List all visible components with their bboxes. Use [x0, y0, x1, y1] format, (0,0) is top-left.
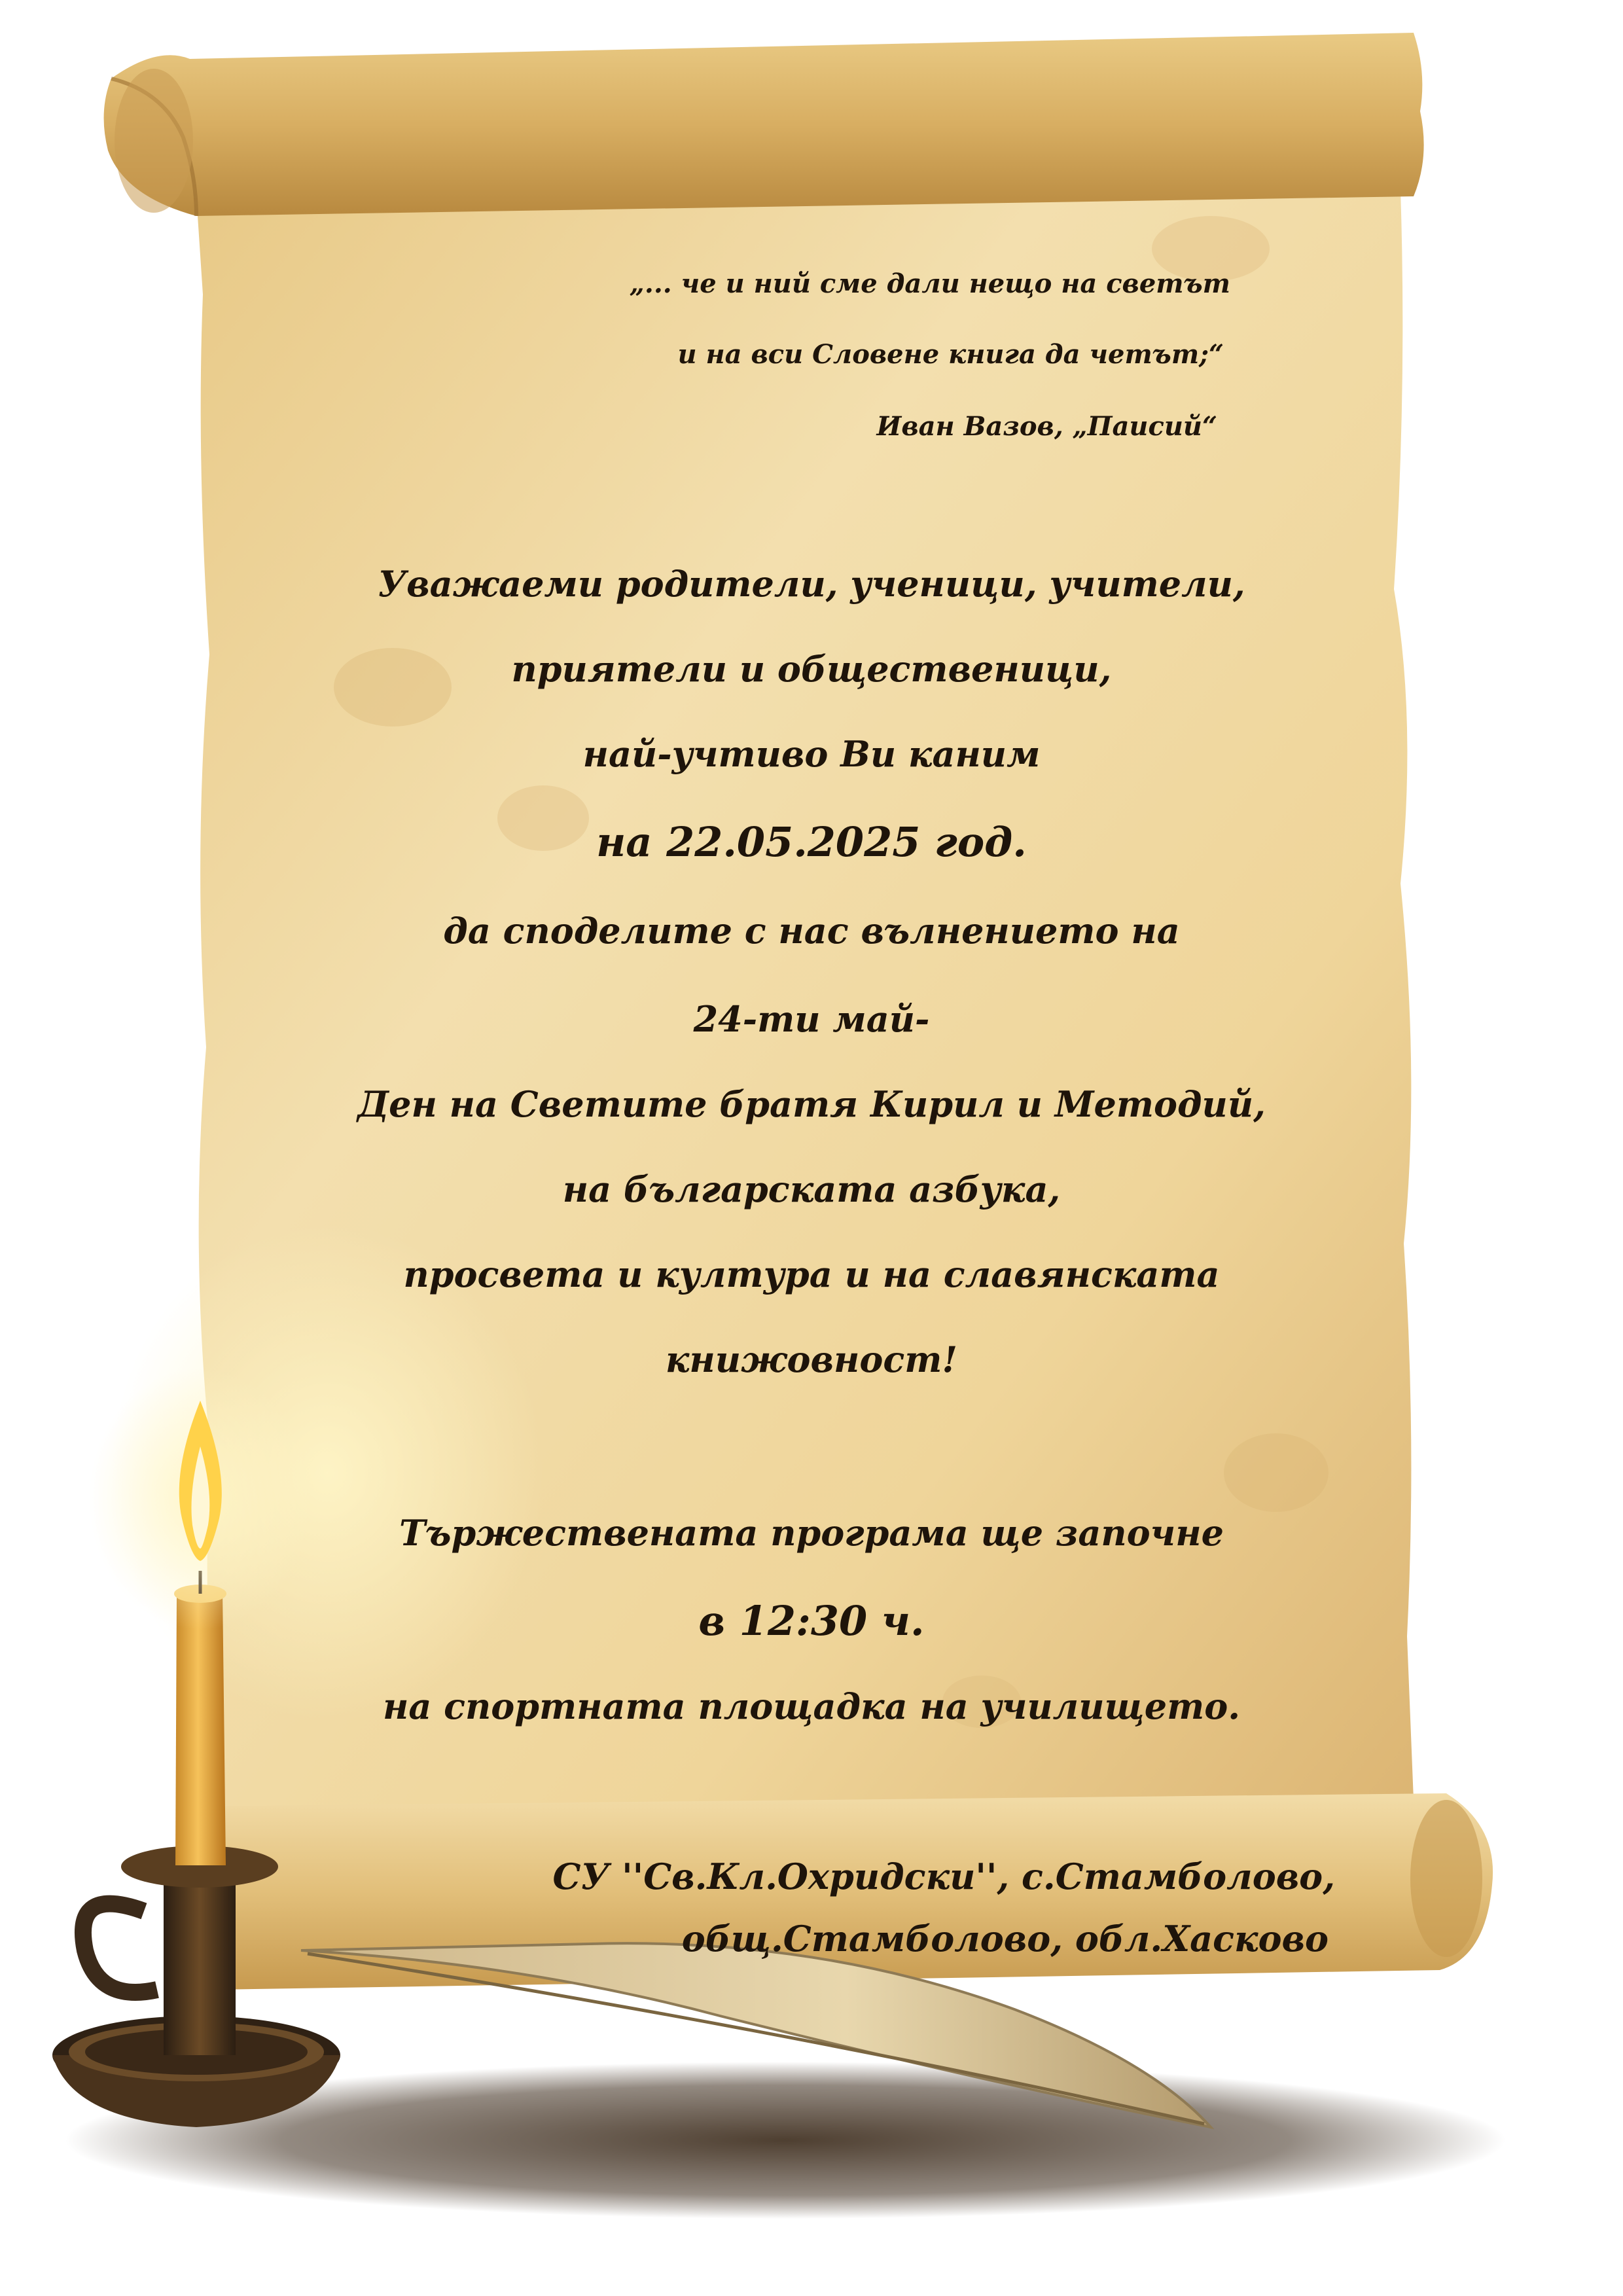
- holiday-day: 24-ти май-: [693, 998, 930, 1040]
- epigraph-line-1: „... че и ний сме дали нещо на светът: [629, 268, 1230, 299]
- share-line: да споделите с нас вълнението на: [443, 910, 1180, 952]
- epigraph-attribution: Иван Вазов, „Паисий“: [876, 411, 1217, 442]
- school-signature-line-1: СУ ''Св.Кл.Охридски'', с.Стамболово,: [552, 1856, 1335, 1897]
- school-signature-line-2: общ.Стамболово, обл.Хасково: [681, 1918, 1329, 1960]
- event-date: на 22.05.2025 год.: [596, 818, 1027, 866]
- address-line-2: приятели и общественици,: [511, 648, 1112, 690]
- invite-line: най-учтиво Ви каним: [582, 733, 1041, 775]
- holiday-line-2: на българската азбука,: [562, 1168, 1061, 1210]
- program-start: Тържествената програма ще започне: [399, 1512, 1224, 1554]
- address-line-1: Уважаеми родители, ученици, учители,: [378, 563, 1245, 605]
- epigraph-line-2: и на вси Словене книга да четът;“: [677, 339, 1224, 370]
- holiday-line-4: книжовност!: [665, 1338, 958, 1380]
- program-time: в 12:30 ч.: [698, 1597, 925, 1645]
- program-place: на спортната площадка на училището.: [382, 1685, 1241, 1727]
- holiday-line-1: Ден на Светите братя Кирил и Методий,: [357, 1083, 1266, 1125]
- holiday-line-3: просвета и култура и на славянската: [403, 1253, 1220, 1295]
